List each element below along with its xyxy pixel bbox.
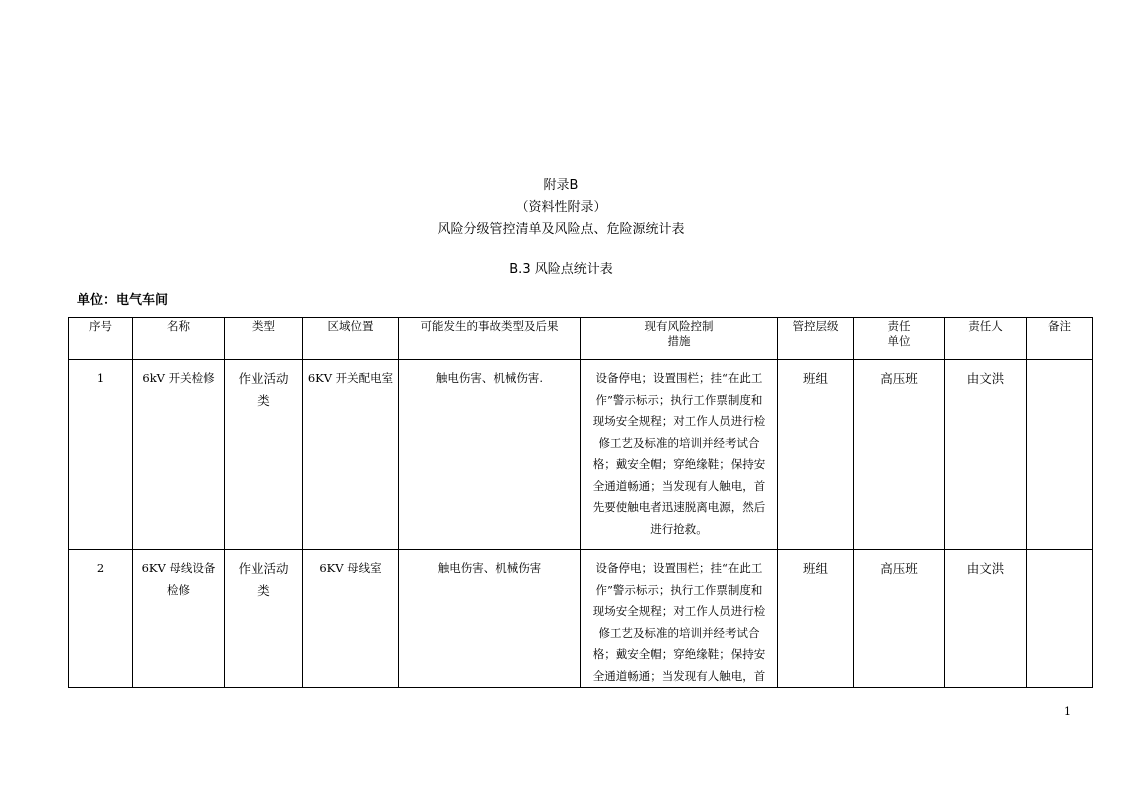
type-cell-line: 类 <box>257 582 270 598</box>
column-header <box>581 318 778 360</box>
table-row <box>69 360 1093 550</box>
column-header: 区域位置 <box>303 318 399 360</box>
name-cell-line: 6kV 开关检修 <box>142 371 215 385</box>
measures-cell-line: 全通道畅通；当发现有人触电，首 <box>592 668 766 683</box>
dept-cell: 高压班 <box>854 360 945 550</box>
level-cell: 班组 <box>778 550 854 688</box>
remark-cell <box>1027 360 1093 550</box>
measures-cell-line: 修工艺及标准的培训并经考试合 <box>598 435 760 450</box>
area-cell: 6KV 开关配电室 <box>303 360 399 550</box>
measures-cell-line: 作”警示标示；执行工作票制度和 <box>595 582 763 597</box>
risk-point-table <box>68 317 1093 688</box>
measures-cell-line: 现场安全规程；对工作人员进行检 <box>592 604 766 618</box>
dept-cell: 高压班 <box>854 550 945 688</box>
measures-cell-line: 设备停电；设置围栏；挂“在此工 <box>595 371 763 385</box>
column-header: 名称 <box>133 318 225 360</box>
measures-cell-line: 设备停电；设置围栏；挂“在此工 <box>595 561 763 575</box>
column-header <box>854 318 945 360</box>
name-cell-line: 检修 <box>167 582 190 597</box>
seq-cell: 1 <box>69 360 133 550</box>
column-header-line: 责任 <box>887 319 911 333</box>
column-header-line: 现有风险控制 <box>644 319 714 333</box>
measures-cell-line: 全通道畅通；当发现有人触电，首 <box>592 478 766 493</box>
consequence-cell: 触电伤害、机械伤害. <box>399 360 581 550</box>
measures-cell <box>581 360 778 550</box>
measures-cell-line: 修工艺及标准的培训并经考试合 <box>598 625 760 640</box>
measures-cell-line: 进行抢救。 <box>650 521 708 536</box>
person-cell: 由文洪 <box>945 550 1027 688</box>
type-cell-line: 作业活动 <box>238 371 289 386</box>
measures-cell-line: 格；戴安全帽；穿绝缘鞋；保持安 <box>592 457 766 471</box>
column-header: 类型 <box>225 318 303 360</box>
measures-cell-line: 先要使触电者迅速脱离电源，然后 <box>592 500 766 514</box>
name-cell <box>133 550 225 688</box>
column-header: 可能发生的事故类型及后果 <box>399 318 581 360</box>
column-header: 备注 <box>1027 318 1093 360</box>
type-cell-line: 类 <box>257 392 270 408</box>
column-header-line: 措施 <box>667 334 691 348</box>
consequence-cell: 触电伤害、机械伤害 <box>399 550 581 688</box>
table-header-row <box>69 318 1093 360</box>
measures-cell <box>581 550 778 688</box>
column-header: 序号 <box>69 318 133 360</box>
measures-cell-line: 作”警示标示；执行工作票制度和 <box>595 392 763 407</box>
remark-cell <box>1027 550 1093 688</box>
seq-cell: 2 <box>69 550 133 688</box>
section-title: B.3 风险点统计表 <box>509 262 613 277</box>
measures-cell-line: 现场安全规程；对工作人员进行检 <box>592 414 766 428</box>
appendix-label: 附录B <box>543 178 579 193</box>
person-cell: 由文洪 <box>945 360 1027 550</box>
unit-label: 单位：电气车间 <box>77 293 169 308</box>
name-cell <box>133 360 225 550</box>
table-row <box>69 550 1093 688</box>
column-header: 管控层级 <box>778 318 854 360</box>
type-cell <box>225 550 303 688</box>
document-title: 风险分级管控清单及风险点、危险源统计表 <box>437 222 685 237</box>
type-cell-line: 作业活动 <box>238 561 289 576</box>
page-number: 1 <box>1064 705 1071 718</box>
level-cell: 班组 <box>778 360 854 550</box>
type-cell <box>225 360 303 550</box>
name-cell-line: 6KV 母线设备 <box>141 561 216 575</box>
measures-cell-line: 格；戴安全帽；穿绝缘鞋；保持安 <box>592 647 766 661</box>
column-header-line: 单位 <box>887 334 911 348</box>
appendix-subtitle: （资料性附录） <box>515 200 607 215</box>
column-header: 责任人 <box>945 318 1027 360</box>
area-cell: 6KV 母线室 <box>303 550 399 688</box>
